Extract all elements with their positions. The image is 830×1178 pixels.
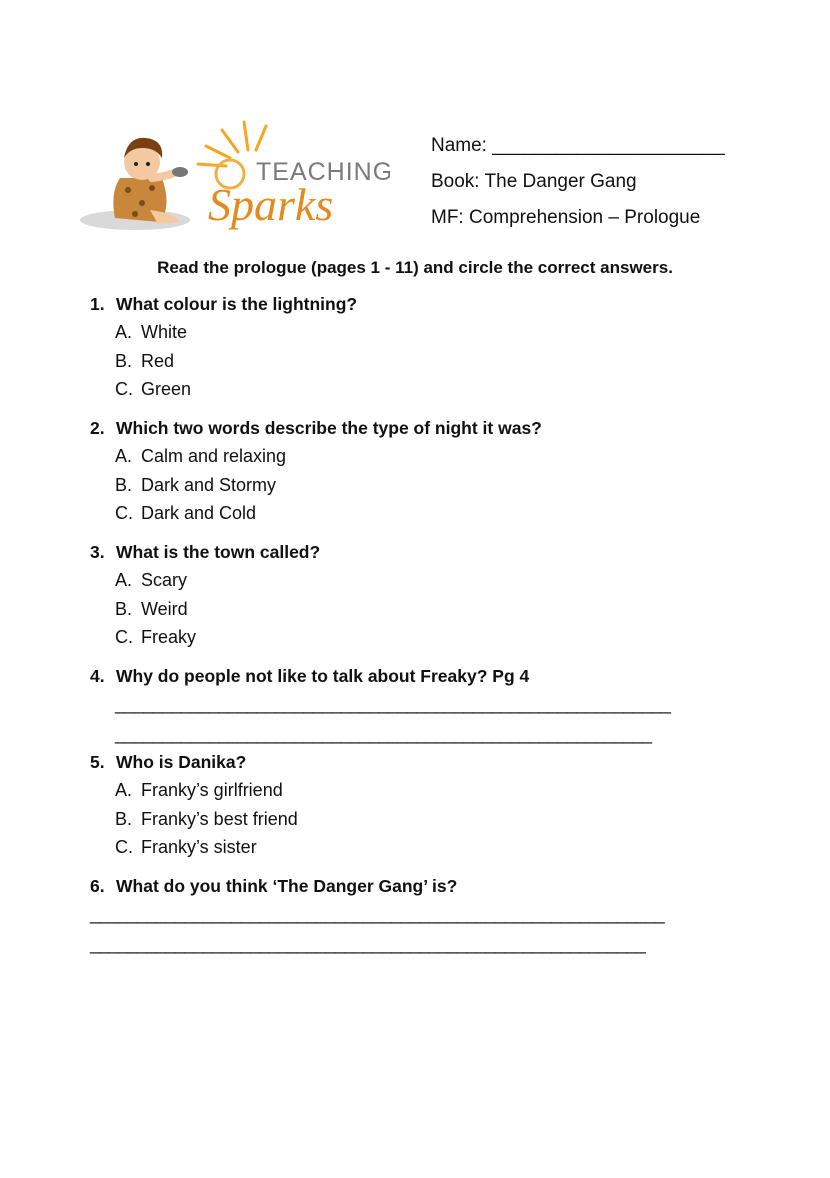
question-number: 4. — [90, 666, 105, 686]
question-text: What do you think ‘The Danger Gang’ is? — [116, 876, 458, 896]
answer-line[interactable]: _________________________________________________________ — [115, 724, 652, 744]
logo-teaching-text: TEACHING — [256, 158, 390, 186]
option-b[interactable]: B. Weird — [115, 598, 188, 619]
question-text: What colour is the lightning? — [116, 294, 358, 314]
worksheet-header — [431, 128, 725, 236]
logo-graphic — [80, 118, 390, 240]
question-text: Why do people not like to talk about Freaky? Pg 4 — [116, 666, 530, 686]
question-text: Which two words describe the type of night it was? — [116, 418, 542, 438]
instruction-text: Read the prologue (pages 1 - 11) and circle the correct answers. — [157, 258, 673, 277]
answer-line[interactable]: _____________________________________________________________ — [90, 904, 665, 924]
option-c[interactable]: C. Franky’s sister — [115, 837, 257, 857]
question-4 — [90, 666, 529, 687]
question-2-options — [115, 442, 286, 528]
mf-label: MF: Comprehension – Prologue — [431, 207, 701, 228]
logo-sparks-text: Sparks — [208, 179, 334, 230]
option-c[interactable]: C. Green — [115, 379, 192, 399]
question-number: 5. — [90, 752, 105, 772]
question-1 — [90, 294, 357, 315]
question-5 — [90, 752, 246, 773]
question-3 — [90, 542, 320, 563]
question-number: 3. — [90, 542, 105, 562]
question-number: 6. — [90, 876, 105, 896]
question-6 — [90, 876, 457, 897]
question-number: 2. — [90, 418, 105, 438]
answer-line[interactable]: ___________________________________________________________ — [115, 694, 671, 714]
question-number: 1. — [90, 294, 105, 314]
question-5-options — [115, 776, 298, 862]
option-b[interactable]: B. Franky’s best friend — [115, 808, 298, 829]
question-text: Who is Danika? — [116, 752, 247, 772]
option-c[interactable]: C. Freaky — [115, 627, 197, 647]
option-a[interactable]: A. Calm and relaxing — [115, 446, 287, 466]
teaching-sparks-logo — [80, 118, 390, 240]
book-title: Book: The Danger Gang — [431, 171, 637, 192]
question-text: What is the town called? — [116, 542, 321, 562]
option-c[interactable]: C. Dark and Cold — [115, 503, 257, 523]
question-3-options — [115, 566, 196, 652]
answer-line[interactable]: ___________________________________________________________ — [90, 934, 646, 954]
option-a[interactable]: A. White — [115, 322, 188, 342]
question-1-options — [115, 318, 191, 404]
option-b[interactable]: B. Red — [115, 350, 175, 371]
option-a[interactable]: A. Franky’s girlfriend — [115, 780, 283, 800]
option-a[interactable]: A. Scary — [115, 570, 188, 590]
name-field-label: Name: ______________________ — [431, 135, 725, 156]
question-2 — [90, 418, 542, 439]
option-b[interactable]: B. Dark and Stormy — [115, 474, 277, 495]
